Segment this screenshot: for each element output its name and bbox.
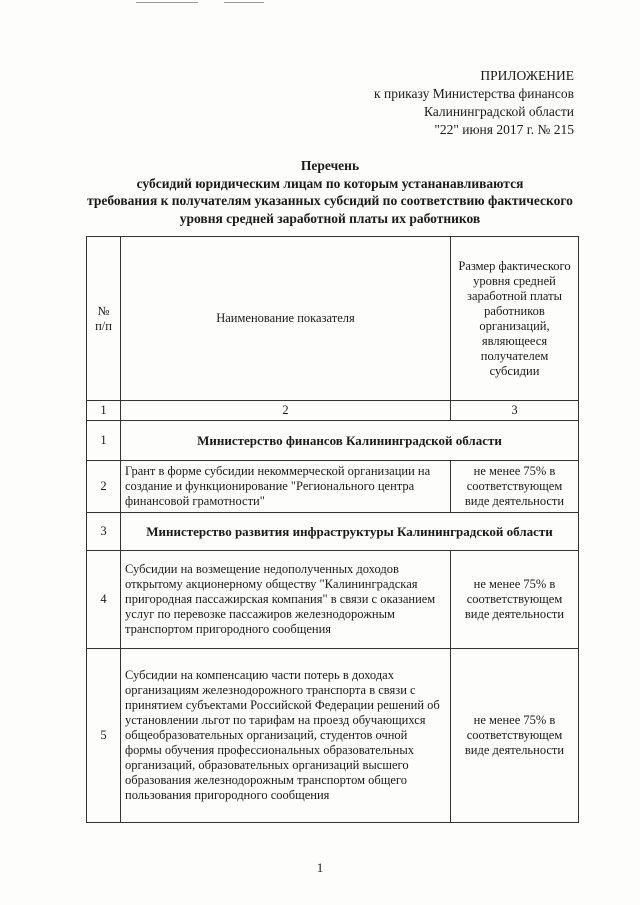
appendix-block <box>374 67 574 139</box>
table-row <box>87 551 579 649</box>
title-line: уровня средней заработной платы их работников <box>179 210 481 226</box>
section-row <box>87 513 579 551</box>
column-number: 3 <box>451 401 579 421</box>
title-line: требования к получателям указанных субсидий по соответствию фактического <box>87 193 573 208</box>
header-value: Размер фактического уровня средней заработной платы работников организаций, являющееся получателем субсидии <box>451 237 579 401</box>
appendix-title: ПРИЛОЖЕНИЕ <box>480 68 574 83</box>
header-num: № п/п <box>87 237 121 401</box>
row-number: 2 <box>87 461 121 513</box>
section-row <box>87 421 579 461</box>
row-value: не менее 75% в соответствующем виде деятельности <box>451 461 579 513</box>
row-value: не менее 75% в соответствующем виде деятельности <box>451 551 579 649</box>
row-name: Субсидии на возмещение недополученных доходов открытому акционерному обществу "Калининградская пригородная пассажирская компания" в связи с оказанием услуг по перевозке пассажиров железнодорожным транспортом пригородного сообщения <box>121 551 451 649</box>
table-row <box>87 461 579 513</box>
appendix-region-line: Калининградской области <box>423 104 574 119</box>
row-number: 4 <box>87 551 121 649</box>
document-title <box>80 157 580 227</box>
column-number: 1 <box>87 401 121 421</box>
table-header-row <box>87 237 579 401</box>
row-value: не менее 75% в соответствующем виде деятельности <box>451 649 579 823</box>
row-number: 1 <box>87 421 121 461</box>
scan-artifact <box>136 2 198 3</box>
title-line: Перечень <box>300 158 360 173</box>
scan-artifact <box>224 2 264 3</box>
header-name: Наименование показателя <box>121 237 451 401</box>
row-number: 3 <box>87 513 121 551</box>
row-name: Субсидии на компенсацию части потерь в доходах организациям железнодорожного транспорта в связи с принятием субъектами Российской Федерации решений об установлении льгот по тарифам на проезд обучающихся общеобразовательных организаций, студентов очной формы обучения профессиональных образовательных организаций, образовательных организаций высшего образования железнодорожным транспортом общего пользования пригородного сообщения <box>121 649 451 823</box>
appendix-date-line: "22" июня 2017 г. № 215 <box>434 122 574 137</box>
title-line: субсидий юридическим лицам по которым устананавливаются <box>136 175 524 191</box>
column-number: 2 <box>121 401 451 421</box>
row-number: 5 <box>87 649 121 823</box>
page-number: 1 <box>316 860 324 875</box>
section-title: Министерство развития инфраструктуры Калининградской области <box>121 513 579 551</box>
table-row <box>87 649 579 823</box>
appendix-order-line: к приказу Министерства финансов <box>374 86 574 101</box>
row-name: Грант в форме субсидии некоммерческой организации на создание и функционирование "Регионального центра финансовой грамотности" <box>121 461 451 513</box>
column-number-row <box>87 401 579 421</box>
subsidy-table <box>86 236 579 823</box>
section-title: Министерство финансов Калининградской области <box>121 421 579 461</box>
